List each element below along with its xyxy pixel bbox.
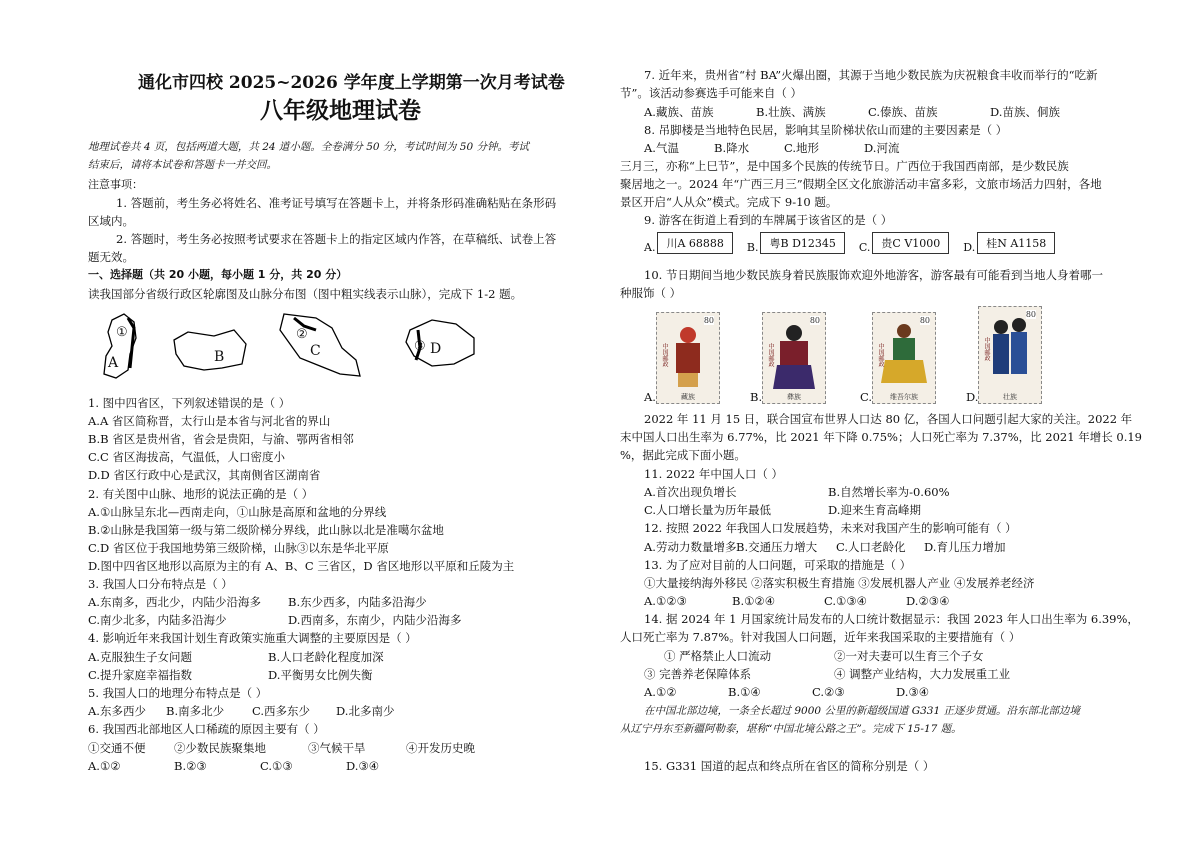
- q1-option-d: D.D 省区行政中心是武汉，其南侧省区湖南省: [88, 468, 321, 482]
- notes-heading: 注意事项：: [88, 178, 143, 191]
- stamp-d-caption: 壮族: [1003, 393, 1017, 401]
- plate-c-letter: C.: [858, 241, 871, 254]
- q14-items-row2: [644, 667, 1010, 681]
- q14-item-1: ① 严格禁止人口流动: [664, 649, 772, 663]
- map-label-a: A: [108, 355, 119, 371]
- q10-stem-1: 10. 节日期间当地少数民族身着民族服饰欢迎外地游客，游客最有可能看到当地人身着哪一: [644, 268, 1103, 282]
- map-label-1: ①: [116, 325, 128, 340]
- q7-option-d: D.苗族、侗族: [990, 105, 1060, 119]
- q3-option-c: C.南少北多，内陆多沿海少: [88, 613, 227, 627]
- q4-option-c: C.提升家庭幸福指数: [88, 668, 193, 682]
- q6-options: [88, 759, 379, 773]
- q11-options-row1: [644, 485, 950, 499]
- q12-stem: 12. 按照 2022 年我国人口发展趋势，未来对我国产生的影响可能有（ ）: [644, 521, 1017, 535]
- q14-item-2: ②一对夫妻可以生育三个子女: [834, 649, 984, 663]
- q13-option-d: D.②③④: [906, 594, 950, 608]
- plate-b-letter: B.: [746, 241, 759, 254]
- exam-title: 通化市四校 2025~2026 学年度上学期第一次月考试卷: [138, 73, 565, 93]
- q11-option-c: C.人口增长量为历年最低: [644, 503, 772, 517]
- q3-options-row2: [88, 613, 461, 627]
- q13-option-a: A.①②③: [644, 594, 687, 608]
- q4-option-a: A.克服独生子女问题: [88, 650, 192, 664]
- q8-option-b: B.降水: [714, 141, 750, 155]
- q3-option-a: A.东南多，西北少，内陆少沿海多: [88, 595, 261, 609]
- stamp-b: [762, 312, 826, 404]
- plate-d-letter: D.: [963, 241, 976, 254]
- q14-option-a: A.①②: [644, 685, 677, 699]
- stamp-d-figure: [983, 311, 1037, 383]
- q6-item-2: ②少数民族聚集地: [174, 741, 266, 755]
- plate-a: 川A 68888: [657, 232, 732, 254]
- q14-option-c: C.②③: [812, 685, 845, 699]
- q5-option-d: D.北多南少: [336, 704, 395, 718]
- q14-item-3: ③ 完善养老保障体系: [644, 667, 752, 681]
- stamp-c-figure: [877, 317, 931, 389]
- q12-option-d: D.育儿压力增加: [924, 540, 1006, 554]
- stamp-c-value: 80: [919, 316, 930, 325]
- q13-items: ①大量接纳海外移民 ②落实积极生育措施 ③发展机器人产业 ④发展养老经济: [644, 576, 1035, 590]
- q9-stem: 9. 游客在街道上看到的车牌属于该省区的是（ ）: [644, 213, 893, 227]
- exam-subtitle: 八年级地理试卷: [260, 97, 421, 124]
- note-2b: 题无效。: [88, 250, 134, 264]
- q5-option-c: C.西多东少: [252, 704, 311, 718]
- q2-stem: 2. 有关图中山脉、地形的说法正确的是（ ）: [88, 487, 314, 501]
- stamp-b-value: 80: [809, 316, 820, 325]
- stamp-a-figure: [661, 317, 715, 389]
- q5-stem: 5. 我国人口的地理分布特点是（ ）: [88, 686, 268, 700]
- plate-c: 贵C V1000: [872, 232, 949, 254]
- passage-2-line-2: 末中国人口出生率为 6.77%，比 2021 年下降 0.75%；人口死亡率为 7.37%，比 2021 年增长 0.19: [620, 430, 1142, 444]
- section-heading: 一、选择题（共 20 小题，每小题 1 分，共 20 分）: [88, 268, 348, 281]
- q14-option-b: B.①④: [728, 685, 761, 699]
- q13-stem: 13. 为了应对目前的人口问题，可采取的措施是（ ）: [644, 558, 912, 572]
- q5-option-a: A.东多西少: [88, 704, 146, 718]
- q2-option-c: C.D 省区位于我国地势第三级阶梯，山脉③以东是华北平原: [88, 541, 389, 555]
- q11-options-row2: [644, 503, 921, 517]
- q1-option-b: B.B 省区是贵州省，省会是贵阳，与渝、鄂两省相邻: [88, 432, 354, 446]
- note-1a: 1. 答题前，考生务必将姓名、准考证号填写在答题卡上，并将条形码准确粘贴在条形码: [116, 196, 557, 210]
- q1-stem: 1. 图中四省区，下列叙述错误的是（ ）: [88, 396, 291, 410]
- q12-option-b: B.交通压力增大: [736, 540, 818, 554]
- q14-option-d: D.③④: [896, 685, 930, 699]
- q11-option-b: B.自然增长率为-0.60%: [828, 485, 950, 499]
- q8-option-d: D.河流: [864, 141, 900, 155]
- passage-3-line-1: 在中国北部边境，一条全长超过 9000 公里的新超级国道 G331 正逐步贯通。沿东部北部边境: [644, 705, 1080, 717]
- q2-option-d: D.图中四省区地形以高原为主的有 A、B、C 三省区，D 省区地形以平原和丘陵为主: [88, 559, 515, 573]
- q8-stem: 8. 吊脚楼是当地特色民居，影响其呈阶梯状依山而建的主要因素是（ ）: [644, 123, 1008, 137]
- q6-option-b: B.②③: [174, 759, 207, 773]
- q11-option-a: A.首次出现负增长: [644, 485, 737, 499]
- plate-b: 粤B D12345: [760, 232, 844, 254]
- q3-option-b: B.东少西多，内陆多沿海少: [288, 595, 427, 609]
- q10-stem-2: 种服饰（ ）: [620, 286, 682, 300]
- q4-option-b: B.人口老龄化程度加深: [268, 650, 384, 664]
- q13-option-b: B.①②④: [732, 594, 776, 608]
- plate-d: 桂N A1158: [977, 232, 1055, 254]
- passage-1-line-2: 聚居地之一。2024 年“广西三月三”假期全区文化旅游活动丰富多彩，文旅市场活力四射，各地: [620, 177, 1102, 191]
- passage-3-line-2: 从辽宁丹东至新疆阿勒泰，堪称“中国北境公路之王”。完成下 15-17 题。: [620, 723, 962, 735]
- stamp-a-caption: 藏族: [681, 393, 695, 401]
- q7-options: [644, 105, 1060, 119]
- map-intro: 读我国部分省级行政区轮廓图及山脉分布图（图中粗实线表示山脉），完成下 1-2 题。: [88, 287, 523, 301]
- q11-option-d: D.迎来生育高峰期: [828, 503, 921, 517]
- passage-1-line-1: 三月三，亦称“上巳节”，是中国多个民族的传统节日。广西位于我国西南部，是少数民族: [620, 159, 1069, 173]
- q3-options-row1: [88, 595, 427, 609]
- stamp-a-letter: A.: [644, 390, 656, 404]
- stamp-c: [872, 312, 936, 404]
- q13-options: [644, 594, 949, 608]
- q1-option-a: A.A 省区简称晋，太行山是本省与河北省的界山: [88, 414, 331, 428]
- q5-option-b: B.南多北少: [166, 704, 225, 718]
- q1-option-c: C.C 省区海拔高，气温低，人口密度小: [88, 450, 285, 464]
- q13-option-c: C.①③④: [824, 594, 867, 608]
- q7-stem-2: 节”。该活动参赛选手可能来自（ ）: [620, 86, 803, 100]
- stamp-d: [978, 306, 1042, 404]
- q7-option-b: B.壮族、满族: [756, 105, 826, 119]
- q7-stem-1: 7. 近年来，贵州省“村 BA”火爆出圈，其源于当地少数民族为庆祝粮食丰收而举行的“吃新: [644, 68, 1098, 82]
- q6-item-4: ④开发历史晚: [406, 741, 475, 755]
- q12-options: [644, 540, 1005, 554]
- q4-stem: 4. 影响近年来我国计划生育政策实施重大调整的主要原因是（ ）: [88, 631, 417, 645]
- stamp-d-letter: D.: [966, 390, 979, 404]
- q14-items-row1: [664, 649, 984, 663]
- q6-option-a: A.①②: [88, 759, 121, 773]
- stamp-c-china: 中国邮政: [877, 343, 884, 367]
- stamp-c-letter: C.: [860, 390, 873, 404]
- q6-stem: 6. 我国西北部地区人口稀疏的原因主要有（ ）: [88, 722, 325, 736]
- intro-line-1: 地理试卷共 4 页，包括两道大题，共 24 道小题。全卷满分 50 分，考试时间为 50 分钟。考试: [88, 141, 529, 153]
- stamp-b-letter: B.: [750, 390, 763, 404]
- q14-item-4: ④ 调整产业结构，大力发展重工业: [834, 667, 1011, 681]
- q6-option-c: C.①③: [260, 759, 293, 773]
- q9-plates: [644, 232, 1069, 254]
- q6-option-d: D.③④: [346, 759, 380, 773]
- note-1b: 区域内。: [88, 214, 134, 228]
- stamp-a: [656, 312, 720, 404]
- stamp-c-caption: 维吾尔族: [890, 393, 918, 401]
- stamp-b-china: 中国邮政: [767, 343, 774, 367]
- passage-1-line-3: 景区开启“人从众”模式。完成下 9-10 题。: [620, 195, 838, 209]
- q11-stem: 11. 2022 年中国人口（ ）: [644, 467, 784, 481]
- q6-item-3: ③气候干旱: [308, 741, 366, 755]
- q8-option-c: C.地形: [784, 141, 820, 155]
- stamp-a-china: 中国邮政: [661, 343, 668, 367]
- q12-option-c: C.人口老龄化: [836, 540, 906, 554]
- q5-options: [88, 704, 394, 718]
- map-label-c: C: [310, 343, 321, 359]
- passage-2-line-1: 2022 年 11 月 15 日，联合国宣布世界人口达 80 亿，各国人口问题引起大家的关注。2022 年: [644, 412, 1133, 426]
- q2-option-a: A.①山脉呈东北—西南走向，①山脉是高原和盆地的分界线: [88, 505, 387, 519]
- q2-option-b: B.②山脉是我国第一级与第二级阶梯分界线，此山脉以北是准噶尔盆地: [88, 523, 444, 537]
- intro-line-2: 结束后，请将本试卷和答题卡一并交回。: [88, 159, 277, 171]
- q6-item-1: ①交通不便: [88, 741, 146, 755]
- q14-options: [644, 685, 929, 699]
- map-label-2: ②: [296, 327, 308, 342]
- q3-option-d: D.西南多，东南少，内陆少沿海多: [288, 613, 462, 627]
- stamp-a-value: 80: [703, 316, 714, 325]
- stamp-d-value: 80: [1025, 310, 1036, 319]
- stamp-b-caption: 彝族: [787, 393, 801, 401]
- q8-options: [644, 141, 899, 155]
- q4-option-d: D.平衡男女比例失衡: [268, 668, 373, 682]
- q4-options-row2: [88, 668, 372, 682]
- note-2a: 2. 答题时，考生务必按照考试要求在答题卡上的指定区域内作答，在草稿纸、试卷上答: [116, 232, 557, 246]
- q6-items: [88, 741, 475, 755]
- q14-stem-1: 14. 据 2024 年 1 月国家统计局发布的人口统计数据显示：我国 2023 年人口出生率为 6.39%，: [644, 612, 1139, 626]
- passage-2-line-3: %，据此完成下面小题。: [620, 448, 746, 462]
- q15-stem: 15. G331 国道的起点和终点所在省区的简称分别是（ ）: [644, 759, 935, 773]
- q7-option-a: A.藏族、苗族: [644, 105, 714, 119]
- plate-a-letter: A.: [644, 241, 656, 254]
- q3-stem: 3. 我国人口分布特点是（ ）: [88, 577, 233, 591]
- q12-option-a: A.劳动力数量增多: [644, 540, 737, 554]
- stamp-b-figure: [767, 317, 821, 389]
- map-label-3: ③: [414, 339, 426, 354]
- map-label-b: B: [214, 349, 225, 365]
- map-label-d: D: [430, 341, 442, 357]
- q7-option-c: C.傣族、苗族: [868, 105, 938, 119]
- province-outline-map: [94, 308, 594, 386]
- q4-options-row1: [88, 650, 384, 664]
- q14-stem-2: 人口死亡率为 7.87%。针对我国人口问题，近年来我国采取的主要措施有（ ）: [620, 630, 1021, 644]
- q8-option-a: A.气温: [644, 141, 679, 155]
- stamp-d-china: 中国邮政: [983, 337, 990, 361]
